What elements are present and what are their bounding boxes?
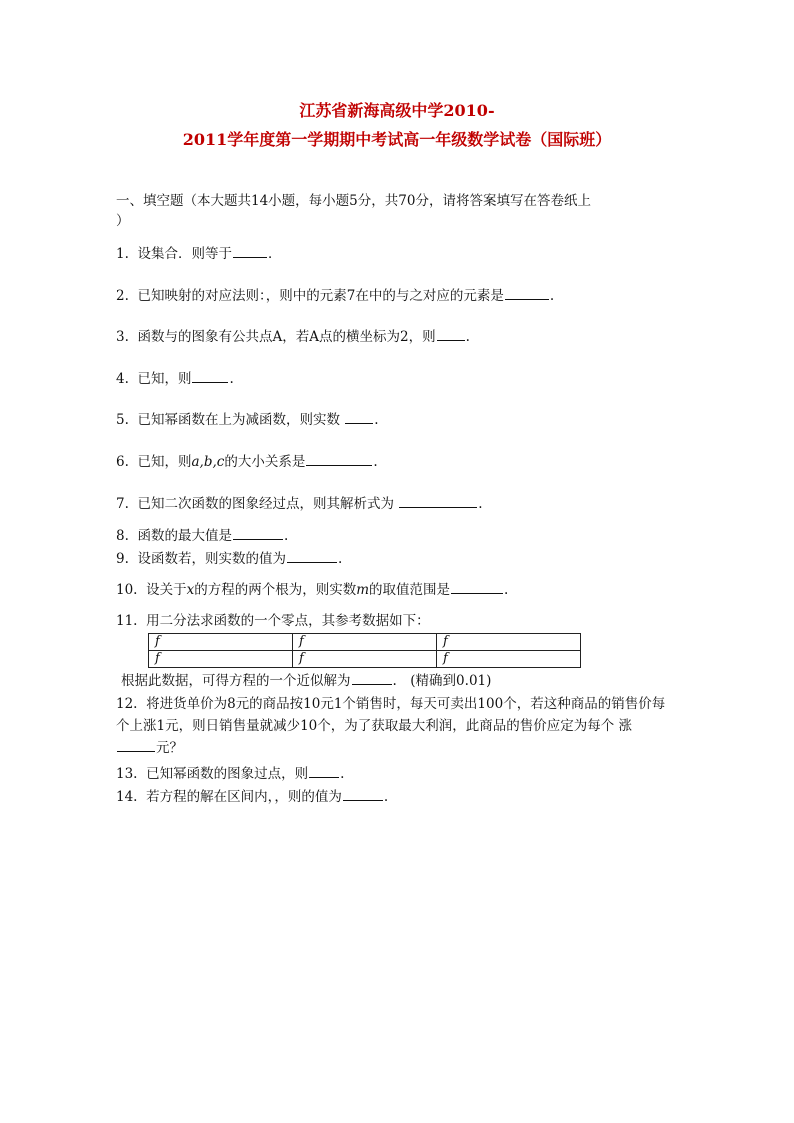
question-text: 函数的最大值是	[137, 528, 232, 544]
question-8: 8. 函数的最大值是 .	[116, 528, 289, 544]
question-text: 已知幂函数在上为减函数，则实数	[137, 412, 345, 428]
table-cell: f	[437, 651, 581, 668]
question-number: 6.	[116, 454, 129, 470]
question-text: 用二分法求函数的一个零点，其参考数据如下：	[146, 613, 430, 629]
variable-x: x	[186, 582, 195, 598]
question-6: 6. 已知，则a,b,c的大小关系是 .	[116, 454, 378, 470]
question-number: 3.	[116, 329, 129, 345]
table-row	[149, 634, 581, 651]
question-number: 8.	[116, 528, 129, 544]
answer-blank	[437, 328, 465, 341]
question-number: 10.	[116, 582, 138, 598]
answer-blank	[306, 453, 372, 466]
variables: a,b,c	[191, 454, 225, 470]
table-cell: f	[149, 651, 293, 668]
answer-blank	[233, 245, 267, 258]
document-title-line2: 2011学年度第一学期期中考试高一年级数学试卷（国际班）	[182, 130, 612, 149]
table-cell: f	[437, 634, 581, 651]
question-4: 4. 已知，则 .	[116, 371, 234, 387]
reference-data-table	[148, 633, 581, 668]
question-text: 若方程的解在区间内，，则的值为	[146, 789, 342, 805]
answer-blank	[192, 370, 228, 383]
table-cell: f	[149, 634, 293, 651]
question-text: 已知二次函数的图象经过点，则其解析式为	[137, 496, 399, 512]
question-text: 设函数若，则实数的值为	[137, 551, 286, 567]
answer-blank	[451, 581, 503, 594]
question-text: 函数与的图象有公共点A，若A点的横坐标为2，则	[137, 329, 436, 345]
variable-m: m	[356, 582, 370, 598]
answer-blank	[309, 765, 339, 778]
question-13: 13. 已知幂函数的图象过点，则 .	[116, 766, 345, 782]
question-9: 9. 设函数若，则实数的值为 .	[116, 551, 343, 567]
answer-blank	[287, 550, 337, 563]
question-text: 已知映射的对应法则：，则中的元素7在中的与之对应的元素是	[137, 288, 504, 304]
question-10: 10. 设关于x的方程的两个根为，则实数m的取值范围是 .	[116, 582, 509, 598]
question-number: 13.	[116, 766, 138, 782]
question-11	[116, 612, 676, 630]
question-1: 1. 设集合．则等于 ．	[116, 246, 282, 262]
question-14: 14. 若方程的解在区间内，，则的值为 .	[116, 789, 389, 805]
answer-blank	[399, 495, 477, 508]
question-12: 12. 将进货单价为8元的商品按10元1个销售时，每天可卖出100个，若这种商品的销售价每个上涨1元，则日销售量就减少10个，为了获取最大利润，此商品的售价应定为每个 涨元？	[116, 696, 666, 756]
question-text: 将进货单价为8元的商品按10元1个销售时，每天可卖出100个，若这种商品的销售价每个上涨1元，则日销售量就减少10个，为了获取最大利润，此商品的售价应定为每个 涨	[116, 696, 666, 734]
section-heading-cont: ）	[116, 213, 130, 229]
question-text: 已知幂函数的图象过点，则	[146, 766, 309, 782]
question-number: 12.	[116, 696, 138, 712]
question-5: 5. 已知幂函数在上为减函数，则实数 .	[116, 412, 379, 428]
question-number: 9.	[116, 551, 129, 567]
question-3: 3. 函数与的图象有公共点A，若A点的横坐标为2，则 .	[116, 329, 470, 345]
question-number: 1.	[116, 246, 129, 262]
question-number: 11.	[116, 613, 138, 629]
answer-blank	[345, 411, 373, 424]
answer-blank	[343, 788, 383, 801]
table-cell: f	[293, 634, 437, 651]
question-number: 5.	[116, 412, 129, 428]
answer-blank	[352, 672, 392, 685]
question-text: 已知，则	[137, 371, 192, 387]
table-cell: f	[293, 651, 437, 668]
question-2: 2. 已知映射的对应法则：，则中的元素7在中的与之对应的元素是 .	[116, 288, 555, 304]
question-text: 根据此数据，可得方程的一个近似解为	[121, 673, 351, 689]
question-number: 4.	[116, 371, 129, 387]
question-number: 2.	[116, 288, 129, 304]
question-7: 7. 已知二次函数的图象经过点，则其解析式为 .	[116, 496, 483, 512]
table-row	[149, 651, 581, 668]
answer-blank	[505, 287, 549, 300]
question-text: 设集合．则等于	[137, 246, 232, 262]
question-number: 7.	[116, 496, 129, 512]
section-heading: 一、填空题（本大题共14小题，每小题5分，共70分，请将答案填写在答卷纸上	[116, 193, 591, 209]
answer-blank	[233, 527, 283, 540]
document-title-line1: 江苏省新海高级中学2010-	[299, 101, 495, 120]
question-11-cont: 根据此数据，可得方程的一个近似解为 . (精确到0.01)	[121, 673, 492, 689]
answer-blank	[117, 739, 155, 752]
question-number: 14.	[116, 789, 138, 805]
